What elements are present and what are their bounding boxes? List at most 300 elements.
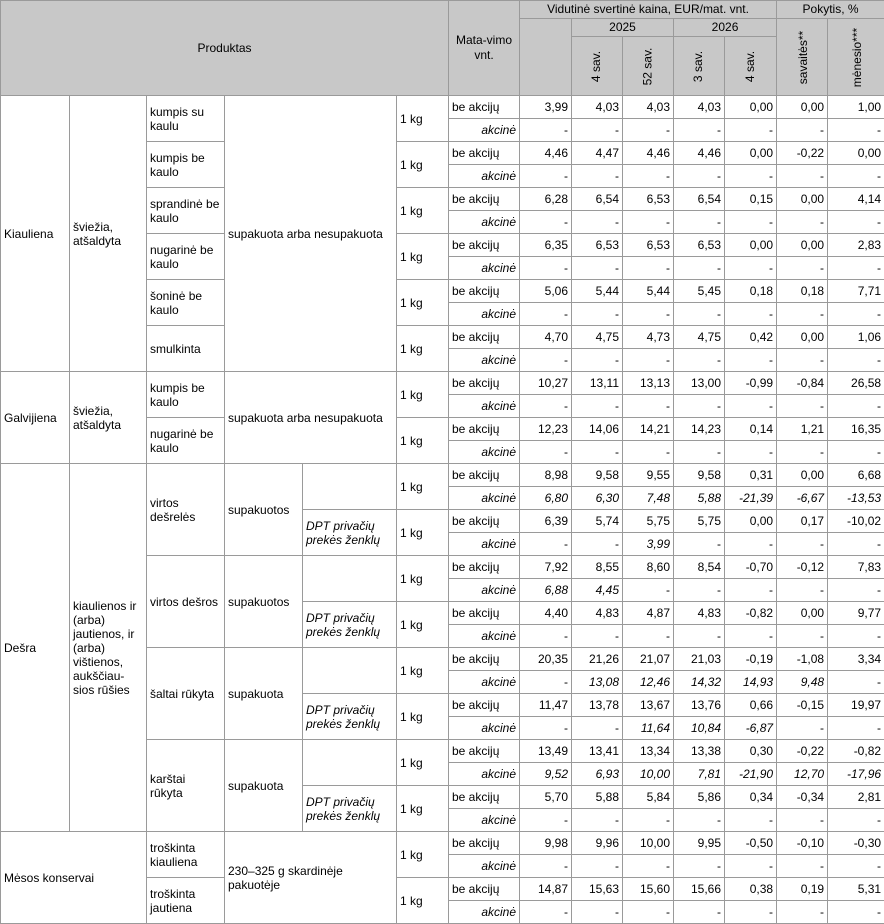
header-week-3: 3 sav. (674, 37, 725, 96)
label-be-akciju: be akcijų (449, 234, 520, 257)
value-cell: -0,10 (777, 832, 828, 855)
value-cell: 6,54 (572, 188, 623, 211)
category-kiauliena: Kiauliena (1, 96, 70, 372)
value-cell: 6,53 (623, 188, 674, 211)
category-mesos-konservai: Mėsos konservai (1, 832, 147, 924)
package-galvijiena: supakuota arba nesupakuota (225, 372, 397, 464)
value-cell: 5,88 (572, 786, 623, 809)
value-cell: 3,99 (520, 96, 572, 119)
value-cell: 14,87 (520, 878, 572, 901)
value-cell: 9,98 (520, 832, 572, 855)
value-cell: 16,35 (828, 418, 884, 441)
value-cell: 9,55 (623, 464, 674, 487)
value-cell: - (828, 855, 884, 878)
label-akcine: akcinė (449, 809, 520, 832)
label-akcine: akcinė (449, 211, 520, 234)
value-cell: 7,83 (828, 556, 884, 579)
header-avg-price: Vidutinė svertinė kaina, EUR/mat. vnt. (520, 1, 777, 19)
value-cell: 13,08 (572, 671, 623, 694)
header-year-2025: 2025 (572, 19, 674, 37)
value-cell: 5,44 (572, 280, 623, 303)
value-cell: 2,81 (828, 786, 884, 809)
value-cell: 2,83 (828, 234, 884, 257)
brand-dpt-3: DPT privačių prekės ženklų (303, 694, 397, 740)
value-cell: 7,81 (674, 763, 725, 786)
value-cell: 15,60 (623, 878, 674, 901)
value-cell: -0,34 (777, 786, 828, 809)
value-cell: - (572, 119, 623, 142)
value-cell: - (520, 349, 572, 372)
value-cell: - (674, 349, 725, 372)
value-cell: - (828, 625, 884, 648)
value-cell: 6,54 (674, 188, 725, 211)
label-akcine: akcinė (449, 901, 520, 924)
label-be-akciju: be akcijų (449, 280, 520, 303)
type-karstai-rukyta: karštai rūkyta (147, 740, 225, 832)
value-cell: - (828, 211, 884, 234)
value-cell: 4,03 (572, 96, 623, 119)
value-cell: 6,53 (572, 234, 623, 257)
value-cell: 9,95 (674, 832, 725, 855)
value-cell: -10,02 (828, 510, 884, 533)
type-troskinta-kiauliena: troškinta kiauliena (147, 832, 225, 878)
value-cell: 0,00 (725, 510, 777, 533)
value-cell: 12,70 (777, 763, 828, 786)
value-cell: - (572, 533, 623, 556)
value-cell: - (674, 303, 725, 326)
value-cell: 19,97 (828, 694, 884, 717)
value-cell: 3,99 (623, 533, 674, 556)
value-cell: 4,75 (674, 326, 725, 349)
value-cell: 5,44 (623, 280, 674, 303)
value-cell: -0,84 (777, 372, 828, 395)
value-cell: - (725, 579, 777, 602)
value-cell: 10,00 (623, 763, 674, 786)
header-blank (520, 19, 572, 96)
value-cell: 21,03 (674, 648, 725, 671)
label-akcine: akcinė (449, 487, 520, 510)
value-cell: 6,30 (572, 487, 623, 510)
desc-desra: kiaulienos ir (arba) jautienos, ir (arba) vištienos, aukščiau-sios rūšies (70, 464, 147, 832)
brand-dpt-2: DPT privačių prekės ženklų (303, 602, 397, 648)
value-cell: 5,31 (828, 878, 884, 901)
value-cell: - (623, 119, 674, 142)
value-cell: - (828, 671, 884, 694)
value-cell: - (777, 855, 828, 878)
value-cell: - (623, 809, 674, 832)
value-cell: 9,48 (777, 671, 828, 694)
value-cell: 0,30 (725, 740, 777, 763)
type-saltai-rukyta: šaltai rūkyta (147, 648, 225, 740)
brand-empty (303, 464, 397, 510)
value-cell: 0,00 (777, 96, 828, 119)
value-cell: - (623, 625, 674, 648)
value-cell: 0,00 (725, 142, 777, 165)
value-cell: 9,96 (572, 832, 623, 855)
value-cell: 14,93 (725, 671, 777, 694)
value-cell: -0,70 (725, 556, 777, 579)
value-cell: - (674, 441, 725, 464)
value-cell: - (777, 625, 828, 648)
value-cell: 6,53 (623, 234, 674, 257)
value-cell: 9,77 (828, 602, 884, 625)
value-cell: 3,34 (828, 648, 884, 671)
label-akcine: akcinė (449, 303, 520, 326)
value-cell: 0,34 (725, 786, 777, 809)
brand-dpt-1: DPT privačių prekės ženklų (303, 510, 397, 556)
cut-kumpis-be-kaulo: kumpis be kaulo (147, 142, 225, 188)
value-cell: 5,75 (674, 510, 725, 533)
value-cell: 1,06 (828, 326, 884, 349)
value-cell: - (520, 901, 572, 924)
value-cell: 13,76 (674, 694, 725, 717)
value-cell: 14,06 (572, 418, 623, 441)
value-cell: - (725, 257, 777, 280)
value-cell: - (828, 257, 884, 280)
value-cell: - (674, 625, 725, 648)
value-cell: - (777, 211, 828, 234)
value-cell: - (674, 211, 725, 234)
value-cell: 0,00 (777, 464, 828, 487)
value-cell: - (572, 349, 623, 372)
value-cell: 6,93 (572, 763, 623, 786)
value-cell: 0,00 (777, 326, 828, 349)
value-cell: 13,41 (572, 740, 623, 763)
value-cell: - (828, 349, 884, 372)
value-cell: 0,00 (725, 96, 777, 119)
state-kiauliena: šviežia, atšaldyta (70, 96, 147, 372)
type-troskinta-jautiena: troškinta jautiena (147, 878, 225, 924)
value-cell: -0,82 (725, 602, 777, 625)
value-cell: - (572, 717, 623, 740)
value-cell: 13,38 (674, 740, 725, 763)
value-cell: - (828, 533, 884, 556)
value-cell: 13,78 (572, 694, 623, 717)
unit-cell: 1 kg (397, 556, 449, 602)
value-cell: - (520, 533, 572, 556)
value-cell: 6,80 (520, 487, 572, 510)
label-akcine: akcinė (449, 257, 520, 280)
value-cell: - (725, 855, 777, 878)
label-be-akciju: be akcijų (449, 188, 520, 211)
cut-smulkinta: smulkinta (147, 326, 225, 372)
value-cell: - (623, 901, 674, 924)
package-konservai: 230–325 g skardinėje pakuotėje (225, 832, 397, 924)
value-cell: 0,19 (777, 878, 828, 901)
label-akcine: akcinė (449, 579, 520, 602)
label-akcine: akcinė (449, 395, 520, 418)
unit-cell: 1 kg (397, 96, 449, 142)
value-cell: - (520, 717, 572, 740)
value-cell: -17,96 (828, 763, 884, 786)
value-cell: - (674, 809, 725, 832)
category-desra: Dešra (1, 464, 70, 832)
value-cell: -0,82 (828, 740, 884, 763)
label-akcine: akcinė (449, 119, 520, 142)
unit-cell: 1 kg (397, 280, 449, 326)
value-cell: -0,30 (828, 832, 884, 855)
brand-dpt-4: DPT privačių prekės ženklų (303, 786, 397, 832)
value-cell: 13,67 (623, 694, 674, 717)
value-cell: 9,58 (674, 464, 725, 487)
label-be-akciju: be akcijų (449, 878, 520, 901)
value-cell: - (520, 671, 572, 694)
value-cell: - (725, 625, 777, 648)
value-cell: - (777, 717, 828, 740)
label-akcine: akcinė (449, 671, 520, 694)
label-akcine: akcinė (449, 533, 520, 556)
value-cell: - (572, 441, 623, 464)
value-cell: 10,27 (520, 372, 572, 395)
value-cell: - (674, 533, 725, 556)
value-cell: 13,49 (520, 740, 572, 763)
pack-supakuota-1: supakuota (225, 648, 303, 740)
value-cell: -6,87 (725, 717, 777, 740)
label-be-akciju: be akcijų (449, 372, 520, 395)
value-cell: 7,92 (520, 556, 572, 579)
value-cell: 4,46 (520, 142, 572, 165)
value-cell: -0,99 (725, 372, 777, 395)
value-cell: - (828, 165, 884, 188)
value-cell: 6,35 (520, 234, 572, 257)
value-cell: 13,11 (572, 372, 623, 395)
value-cell: 11,47 (520, 694, 572, 717)
value-cell: - (777, 303, 828, 326)
value-cell: 6,39 (520, 510, 572, 533)
value-cell: -0,15 (777, 694, 828, 717)
value-cell: 0,00 (828, 142, 884, 165)
unit-cell: 1 kg (397, 832, 449, 878)
value-cell: 10,84 (674, 717, 725, 740)
type-virtos-desreles: virtos dešrelės (147, 464, 225, 556)
header-week-1: 4 sav. (572, 37, 623, 96)
value-cell: - (725, 901, 777, 924)
value-cell: 13,13 (623, 372, 674, 395)
label-be-akciju: be akcijų (449, 786, 520, 809)
value-cell: - (572, 809, 623, 832)
label-be-akciju: be akcijų (449, 142, 520, 165)
value-cell: 5,70 (520, 786, 572, 809)
state-galvijiena: šviežia, atšaldyta (70, 372, 147, 464)
value-cell: 0,17 (777, 510, 828, 533)
value-cell: - (725, 809, 777, 832)
value-cell: - (572, 257, 623, 280)
value-cell: 6,88 (520, 579, 572, 602)
value-cell: 13,00 (674, 372, 725, 395)
value-cell: 5,06 (520, 280, 572, 303)
value-cell: - (777, 441, 828, 464)
label-be-akciju: be akcijų (449, 326, 520, 349)
value-cell: 4,46 (674, 142, 725, 165)
value-cell: - (828, 441, 884, 464)
value-cell: - (777, 901, 828, 924)
label-be-akciju: be akcijų (449, 96, 520, 119)
value-cell: 4,70 (520, 326, 572, 349)
value-cell: - (828, 809, 884, 832)
brand-empty (303, 740, 397, 786)
value-cell: - (520, 395, 572, 418)
value-cell: 4,83 (674, 602, 725, 625)
value-cell: - (828, 579, 884, 602)
header-week-4: 4 sav. (725, 37, 777, 96)
value-cell: 8,55 (572, 556, 623, 579)
value-cell: 5,45 (674, 280, 725, 303)
unit-cell: 1 kg (397, 510, 449, 556)
value-cell: -21,90 (725, 763, 777, 786)
value-cell: - (674, 395, 725, 418)
value-cell: 0,00 (777, 234, 828, 257)
unit-cell: 1 kg (397, 648, 449, 694)
value-cell: 1,21 (777, 418, 828, 441)
value-cell: 20,35 (520, 648, 572, 671)
value-cell: 4,75 (572, 326, 623, 349)
value-cell: - (572, 625, 623, 648)
value-cell: -0,50 (725, 832, 777, 855)
value-cell: 5,75 (623, 510, 674, 533)
value-cell: 10,00 (623, 832, 674, 855)
unit-cell: 1 kg (397, 464, 449, 510)
package-kiauliena: supakuota arba nesupakuota (225, 96, 397, 372)
value-cell: - (725, 119, 777, 142)
value-cell: 12,23 (520, 418, 572, 441)
value-cell: 4,73 (623, 326, 674, 349)
unit-cell: 1 kg (397, 418, 449, 464)
unit-cell: 1 kg (397, 188, 449, 234)
value-cell: - (725, 303, 777, 326)
value-cell: - (725, 349, 777, 372)
value-cell: 13,34 (623, 740, 674, 763)
value-cell: - (623, 579, 674, 602)
value-cell: 4,03 (623, 96, 674, 119)
category-galvijiena: Galvijiena (1, 372, 70, 464)
brand-empty (303, 648, 397, 694)
cut-kumpis-su-kaulu: kumpis su kaulu (147, 96, 225, 142)
value-cell: -6,67 (777, 487, 828, 510)
header-week-2: 52 sav. (623, 37, 674, 96)
value-cell: -0,12 (777, 556, 828, 579)
value-cell: 6,53 (674, 234, 725, 257)
value-cell: - (623, 855, 674, 878)
value-cell: - (674, 257, 725, 280)
unit-cell: 1 kg (397, 372, 449, 418)
label-akcine: akcinė (449, 349, 520, 372)
value-cell: - (520, 165, 572, 188)
value-cell: - (520, 441, 572, 464)
value-cell: - (777, 579, 828, 602)
value-cell: - (725, 211, 777, 234)
value-cell: - (777, 119, 828, 142)
value-cell: 12,46 (623, 671, 674, 694)
value-cell: 0,00 (725, 234, 777, 257)
value-cell: - (520, 211, 572, 234)
value-cell: - (828, 119, 884, 142)
value-cell: - (520, 625, 572, 648)
value-cell: 8,98 (520, 464, 572, 487)
value-cell: 0,15 (725, 188, 777, 211)
value-cell: - (828, 717, 884, 740)
value-cell: 0,18 (725, 280, 777, 303)
label-be-akciju: be akcijų (449, 418, 520, 441)
value-cell: - (572, 395, 623, 418)
value-cell: 0,14 (725, 418, 777, 441)
value-cell: 8,54 (674, 556, 725, 579)
value-cell: 4,40 (520, 602, 572, 625)
label-be-akciju: be akcijų (449, 740, 520, 763)
label-akcine: akcinė (449, 717, 520, 740)
value-cell: - (777, 165, 828, 188)
label-be-akciju: be akcijų (449, 832, 520, 855)
value-cell: - (725, 165, 777, 188)
value-cell: 5,86 (674, 786, 725, 809)
value-cell: -21,39 (725, 487, 777, 510)
label-akcine: akcinė (449, 855, 520, 878)
label-akcine: akcinė (449, 625, 520, 648)
value-cell: - (674, 855, 725, 878)
value-cell: - (828, 303, 884, 326)
label-akcine: akcinė (449, 441, 520, 464)
cut-kumpis-be-kaulo-galv: kumpis be kaulo (147, 372, 225, 418)
unit-cell: 1 kg (397, 878, 449, 924)
value-cell: - (572, 303, 623, 326)
label-be-akciju: be akcijų (449, 510, 520, 533)
value-cell: 9,58 (572, 464, 623, 487)
value-cell: 26,58 (828, 372, 884, 395)
value-cell: - (623, 165, 674, 188)
value-cell: - (572, 165, 623, 188)
value-cell: 14,21 (623, 418, 674, 441)
header-monthly: mėnesio*** (828, 19, 884, 96)
unit-cell: 1 kg (397, 142, 449, 188)
value-cell: 4,46 (623, 142, 674, 165)
unit-cell: 1 kg (397, 694, 449, 740)
value-cell: - (777, 533, 828, 556)
value-cell: 9,52 (520, 763, 572, 786)
header-weekly: savaitės** (777, 19, 828, 96)
value-cell: 5,84 (623, 786, 674, 809)
header-year-2026: 2026 (674, 19, 777, 37)
value-cell: 21,07 (623, 648, 674, 671)
value-cell: 4,83 (572, 602, 623, 625)
value-cell: - (572, 211, 623, 234)
type-virtos-desros: virtos dešros (147, 556, 225, 648)
unit-cell: 1 kg (397, 234, 449, 280)
cut-nugarine-galv: nugarinė be kaulo (147, 418, 225, 464)
value-cell: - (520, 855, 572, 878)
value-cell: - (674, 901, 725, 924)
value-cell: 6,28 (520, 188, 572, 211)
value-cell: - (674, 579, 725, 602)
value-cell: - (520, 257, 572, 280)
value-cell: - (674, 165, 725, 188)
cut-sprandine: sprandinė be kaulo (147, 188, 225, 234)
value-cell: 4,45 (572, 579, 623, 602)
value-cell: -0,22 (777, 740, 828, 763)
label-be-akciju: be akcijų (449, 694, 520, 717)
value-cell: - (623, 211, 674, 234)
value-cell: 4,03 (674, 96, 725, 119)
header-change: Pokytis, % (777, 1, 884, 19)
cut-nugarine: nugarinė be kaulo (147, 234, 225, 280)
label-akcine: akcinė (449, 165, 520, 188)
unit-cell: 1 kg (397, 602, 449, 648)
value-cell: - (572, 901, 623, 924)
value-cell: - (623, 257, 674, 280)
value-cell: 0,42 (725, 326, 777, 349)
value-cell: 0,18 (777, 280, 828, 303)
value-cell: - (777, 349, 828, 372)
value-cell: - (623, 395, 674, 418)
value-cell: - (520, 303, 572, 326)
